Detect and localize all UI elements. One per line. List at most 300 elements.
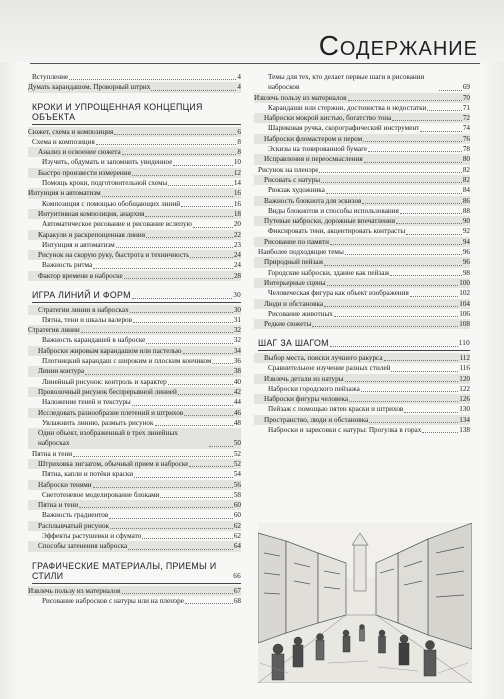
leader-dots	[134, 477, 233, 478]
toc-entry[interactable]	[28, 408, 241, 418]
page-number: 6	[237, 127, 241, 136]
leader-dots	[168, 384, 233, 385]
page-number: 82	[462, 175, 470, 184]
leader-dots	[193, 227, 233, 228]
toc-entry[interactable]	[32, 449, 241, 459]
leader-dots	[330, 346, 458, 347]
toc-entry[interactable]	[32, 72, 241, 82]
toc-entry[interactable]	[254, 175, 470, 185]
toc-entry[interactable]	[254, 196, 470, 206]
toc-entry[interactable]	[32, 397, 241, 407]
leader-dots	[391, 371, 458, 372]
entry-title: Наброски мокрой кистью, богатство тона	[264, 114, 392, 123]
toc-entry[interactable]	[258, 226, 470, 236]
toc-entry[interactable]	[32, 178, 241, 188]
entry-title: Пейзаж с помощью пятен краски и штрихов	[268, 405, 404, 414]
page-number: 94	[462, 237, 470, 246]
page-number: 134	[459, 415, 470, 424]
page-number: 72	[462, 114, 470, 123]
leader-dots	[128, 549, 233, 550]
toc-entry[interactable]	[258, 268, 470, 278]
entry-title: Плотницкий карандаш с широким и плоским кончиком	[42, 357, 212, 366]
toc-entry[interactable]	[254, 374, 470, 384]
page-number: 66	[233, 572, 241, 581]
page-number: 28	[233, 271, 241, 280]
toc-entry[interactable]	[28, 586, 241, 596]
section-title: КРОКИ И УПРОЩЕННАЯ КОНЦЕПЦИЯ ОБЪЕКТА	[32, 101, 203, 123]
page-number: 120	[459, 374, 470, 383]
leader-dots	[384, 360, 459, 361]
leader-dots	[364, 162, 462, 163]
leader-dots	[102, 196, 233, 197]
leader-dots	[319, 172, 461, 173]
leader-dots	[390, 275, 461, 276]
leader-dots	[85, 374, 233, 375]
entry-title: Стратегия линии	[28, 326, 80, 335]
leader-dots	[183, 353, 233, 354]
toc-entry[interactable]	[32, 531, 241, 541]
page-number: 112	[459, 353, 470, 362]
page-number: 88	[462, 206, 470, 215]
toc-entry[interactable]	[254, 353, 470, 363]
leader-dots	[369, 422, 458, 423]
toc-entry[interactable]	[28, 271, 241, 281]
toc-entry[interactable]	[32, 469, 241, 479]
entry-title: Пространство, люди и обстановка	[264, 415, 369, 424]
leader-dots	[145, 216, 232, 217]
leader-dots	[130, 312, 233, 313]
toc-entry[interactable]	[254, 154, 470, 164]
page-number: 52	[233, 449, 241, 458]
toc-entry[interactable]	[28, 521, 241, 531]
toc-entry[interactable]	[258, 185, 470, 195]
entry-title: Эскизы на тонированной бумаге	[268, 145, 368, 154]
leader-dots	[173, 165, 232, 166]
page-number: 116	[459, 364, 470, 373]
leader-dots	[439, 90, 462, 91]
leader-dots	[348, 100, 462, 101]
leader-dots	[345, 254, 462, 255]
toc-entry[interactable]	[32, 199, 241, 209]
toc-entry[interactable]	[32, 490, 241, 500]
page-number: 42	[233, 387, 241, 396]
leader-dots	[190, 257, 232, 258]
leader-dots	[422, 432, 458, 433]
toc-entry[interactable]	[32, 377, 241, 387]
entry-title: Пятна, капли и потёки краски	[42, 470, 134, 479]
entry-title: Люди и обстановка	[264, 299, 324, 308]
toc-entry[interactable]	[254, 278, 470, 288]
leader-dots	[124, 278, 233, 279]
toc-entry[interactable]	[32, 315, 241, 325]
toc-entry[interactable]	[258, 288, 470, 298]
section-title: ИГРА ЛИНИЙ И ФОРМ	[32, 290, 131, 301]
toc-entry[interactable]	[28, 366, 241, 376]
page-number: 10	[233, 158, 241, 167]
leader-dots	[324, 306, 458, 307]
toc-entry[interactable]	[258, 206, 470, 216]
entry-title: Извлечь пользу из материалов	[254, 93, 347, 102]
entry-title: Эффекты растушевки и сфумато	[42, 532, 142, 541]
toc-entry[interactable]	[28, 82, 241, 92]
toc-section-heading	[32, 290, 241, 303]
entry-title: Природный пейзаж	[264, 258, 324, 267]
page-number: 30	[233, 291, 241, 300]
leader-dots	[345, 381, 459, 382]
entry-title: Линии контура	[38, 367, 85, 376]
toc-right-column	[254, 72, 470, 435]
leader-dots	[116, 247, 233, 248]
page-number: 100	[459, 278, 470, 287]
toc-entry[interactable]	[254, 134, 470, 144]
page-number: 74	[462, 124, 470, 133]
toc-entry[interactable]	[254, 415, 470, 425]
toc-entry[interactable]	[258, 404, 470, 414]
entry-title: Композиция с помощью обобщающих линий	[42, 199, 181, 208]
toc-entry[interactable]	[258, 103, 470, 113]
entry-title: Думать карандашом. Проворный штрих	[28, 83, 151, 92]
leader-dots	[93, 487, 233, 488]
entry-title: Сюжет, схема и композиция	[28, 127, 114, 136]
leader-dots	[368, 151, 462, 152]
toc-entry[interactable]	[28, 230, 241, 240]
leader-dots	[184, 415, 233, 416]
page-number: 4	[237, 83, 241, 92]
entry-title: Схема и композиция	[32, 137, 95, 146]
toc-entry[interactable]	[254, 319, 470, 329]
entry-title: Светотеневое моделирование блоками	[42, 490, 160, 499]
page-number: 76	[462, 134, 470, 143]
toc-entry[interactable]	[258, 123, 470, 133]
leader-dots	[363, 141, 462, 142]
page-number: 62	[233, 532, 241, 541]
street-sketch-illustration	[258, 523, 472, 683]
leader-dots	[312, 326, 458, 327]
page-number: 86	[462, 196, 470, 205]
page-number: 62	[233, 521, 241, 530]
leader-dots	[168, 185, 232, 186]
page-number: 70	[462, 93, 470, 102]
page-number: 92	[462, 227, 470, 236]
leader-dots	[178, 394, 233, 395]
entry-title: Фиксировать тени, акцентировать контрасты	[268, 227, 406, 236]
leader-dots	[133, 322, 233, 323]
entry-title: Важность ритма	[42, 261, 93, 270]
page-number: 60	[233, 511, 241, 520]
entry-title: Выбор места, поиски лучшего ракурса	[264, 353, 383, 362]
leader-dots	[406, 234, 462, 235]
page-number: 50	[233, 439, 241, 448]
entry-title: Помощь кроки, подготовительной схемы	[42, 179, 168, 188]
toc-entry[interactable]	[28, 147, 241, 157]
page-number: 12	[233, 168, 241, 177]
page-number: 69	[462, 83, 470, 92]
leader-dots	[160, 497, 232, 498]
toc-entry[interactable]	[258, 247, 470, 257]
leader-dots	[410, 296, 458, 297]
entry-title: Наброски фломастером и пером	[264, 134, 363, 143]
leader-dots	[79, 507, 233, 508]
page-number: 90	[462, 217, 470, 226]
entry-title: Важность блокнота для эскизов	[264, 196, 362, 205]
leader-dots	[361, 391, 458, 392]
entry-title: Темы для тех, кто делает первые шаги в рисовании набросков	[268, 73, 425, 92]
leader-dots	[209, 446, 233, 447]
entry-title: Рисунок на пленэре	[258, 165, 319, 174]
leader-dots	[324, 265, 461, 266]
entry-title: Быстро произвести измерения	[38, 168, 131, 177]
page-number: 24	[233, 251, 241, 260]
leader-dots	[69, 79, 236, 80]
leader-dots	[334, 316, 458, 317]
entry-title: Извлечь пользу из материалов	[28, 586, 121, 595]
page-number: 104	[459, 299, 470, 308]
toc-entry[interactable]	[28, 541, 241, 551]
toc-entry[interactable]	[32, 219, 241, 229]
toc-entry[interactable]	[254, 93, 470, 103]
section-title: ГРАФИЧЕСКИЕ МАТЕРИАЛЫ, ПРИЕМЫ И СТИЛИ	[32, 560, 217, 582]
entry-title: Анализ и освоение сюжета	[38, 148, 121, 157]
page-number: 32	[233, 326, 241, 335]
page-number: 96	[462, 248, 470, 257]
toc-entry[interactable]	[28, 168, 241, 178]
entry-title: Изучить, обдумать и запомнить увиденное	[42, 158, 173, 167]
toc-entry[interactable]	[254, 216, 470, 226]
leader-dots	[114, 134, 236, 135]
page-number: 80	[462, 155, 470, 164]
leader-dots	[109, 518, 233, 519]
leader-dots	[362, 203, 461, 204]
toc-entry[interactable]	[258, 425, 470, 435]
page-number: 16	[233, 189, 241, 198]
entry-title: Сравнительное изучение разных стилей	[268, 364, 391, 373]
page-number: 67	[233, 586, 241, 595]
leader-dots	[392, 120, 462, 121]
toc-entry[interactable]	[28, 346, 241, 356]
entry-title: Исследовать разнообразие плетений и штрихов	[38, 408, 184, 417]
leader-dots	[189, 466, 232, 467]
entry-title: Наброски тенями	[38, 480, 92, 489]
leader-dots	[146, 343, 232, 344]
page-number: 24	[233, 261, 241, 270]
toc-entry[interactable]	[28, 188, 241, 198]
entry-title: Увлажнить линию, размыть рисунок	[42, 418, 154, 427]
toc-section-heading	[32, 102, 241, 125]
leader-dots	[326, 193, 462, 194]
leader-dots	[122, 593, 233, 594]
entry-title: Наброски фигуры человека	[264, 395, 349, 404]
page-number: 58	[233, 490, 241, 499]
entry-title: Вступление	[32, 73, 69, 81]
entry-title: Способы затенения наброска	[38, 542, 128, 551]
toc-entry[interactable]	[254, 237, 470, 247]
page-number: 30	[233, 305, 241, 314]
entry-title: Рисование животных	[268, 309, 333, 318]
page-number: 106	[459, 309, 470, 318]
entry-title: Редкие сюжеты	[264, 320, 312, 329]
page-number: 48	[233, 418, 241, 427]
leader-dots	[93, 268, 233, 269]
entry-title: Интуиция и автоматизм	[28, 189, 101, 198]
entry-title: Интерьерные сцены	[264, 278, 326, 287]
entry-title: Интуитивная композиция, анархия	[38, 209, 145, 218]
page-number: 56	[233, 480, 241, 489]
leader-dots	[132, 175, 233, 176]
page-number: 96	[462, 258, 470, 267]
page-number: 18	[233, 209, 241, 218]
entry-title: Пятна, тени и шкалы валеров	[42, 315, 133, 324]
leader-dots	[96, 144, 237, 145]
toc-entry[interactable]	[28, 480, 241, 490]
leader-dots	[330, 244, 462, 245]
leader-dots	[400, 213, 462, 214]
entry-title: Карандаши или стержни, достоинства и недостатки	[268, 103, 427, 112]
page-number: 23	[233, 240, 241, 249]
toc-entry[interactable]	[32, 157, 241, 167]
entry-title: Проволочный рисунок беспрерывной линией	[38, 387, 177, 396]
page-number: 82	[462, 165, 470, 174]
page-number: 8	[237, 137, 241, 146]
page-number: 52	[233, 460, 241, 468]
toc-left-column	[28, 72, 241, 606]
page-number: 14	[233, 179, 241, 188]
page-number: 126	[459, 395, 470, 404]
toc-entry[interactable]	[28, 127, 241, 137]
toc-entry[interactable]	[254, 257, 470, 267]
entry-title: Автоматическое рисование и рисование вслепую	[42, 220, 192, 229]
section-title: ШАГ ЗА ШАГОМ	[258, 338, 329, 349]
toc-entry[interactable]	[28, 428, 241, 449]
entry-title: Рисование набросков с натуры или на пленэре	[42, 596, 184, 605]
toc-entry[interactable]	[254, 113, 470, 123]
page-number: 4	[237, 73, 241, 81]
toc-entry[interactable]	[32, 418, 241, 428]
entry-title: Рюкзак художника	[268, 186, 325, 195]
entry-title: Рисовать с натуры	[264, 175, 321, 184]
entry-title: Наброски городского пейзажа	[268, 384, 360, 393]
leader-dots	[181, 206, 233, 207]
toc-entry[interactable]	[28, 250, 241, 260]
page-number: 44	[233, 398, 241, 407]
entry-title: Один объект, изображенный в трех линейных набросках	[38, 429, 178, 448]
entry-title: Наброски и зарисовки с натуры: Прогулка в горах	[268, 426, 422, 434]
toc-section-heading	[258, 338, 470, 351]
toc-entry[interactable]	[258, 165, 470, 175]
toc-entry[interactable]	[32, 240, 241, 250]
entry-title: Городские наброски, здание как пейзаж	[268, 268, 390, 277]
toc-entry[interactable]	[32, 510, 241, 520]
leader-dots	[349, 401, 458, 402]
entry-title: Наложение теней и текстуры	[42, 398, 131, 407]
entry-title: Извлечь детали из натуры	[264, 374, 344, 383]
page-number: 130	[459, 405, 470, 414]
toc-entry[interactable]	[258, 144, 470, 154]
leader-dots	[81, 332, 233, 333]
entry-title: Интуиция и автоматизм	[42, 240, 115, 249]
entry-title: Шариковая ручка, скорографический инструмент	[268, 124, 420, 133]
toc-entry[interactable]	[28, 459, 241, 469]
leader-dots	[427, 110, 461, 111]
page-number: 31	[233, 315, 241, 324]
toc-entry[interactable]	[32, 260, 241, 270]
leader-dots	[327, 285, 459, 286]
page-number: 110	[458, 339, 470, 348]
page-number: 122	[459, 384, 470, 393]
toc-entry[interactable]	[258, 72, 470, 93]
entry-title: Исправления и переосмысления	[264, 155, 363, 164]
leader-dots	[73, 456, 233, 457]
leader-dots	[420, 131, 461, 132]
entry-title: Линейный рисунок: контроль и характер	[42, 377, 167, 386]
page-number: 36	[233, 357, 241, 366]
leader-dots	[396, 223, 462, 224]
toc-entry[interactable]	[28, 387, 241, 397]
leader-dots	[122, 154, 237, 155]
page-number: 84	[462, 186, 470, 195]
page-number: 98	[462, 268, 470, 277]
page-number: 32	[233, 336, 241, 345]
toc-section-heading	[32, 561, 241, 584]
page-number: 8	[237, 148, 241, 157]
entry-title: Штриховка зигзагом, обычный прием в наброске	[38, 460, 189, 468]
entry-title: Рисунок на скорую руку, быстрота и техничность	[38, 251, 190, 260]
page-number: 108	[459, 320, 470, 329]
toc-entry[interactable]	[258, 363, 470, 373]
entry-title: Виды блокнотов и способы использования	[268, 206, 399, 215]
entry-title: Пятна и тени	[38, 501, 79, 510]
leader-dots	[132, 405, 233, 406]
leader-dots	[146, 237, 233, 238]
entry-title: Стратегии линии в набросках	[38, 305, 129, 314]
toc-entry[interactable]	[32, 596, 241, 606]
toc-entry[interactable]	[254, 394, 470, 404]
entry-title: Важность градиентов	[42, 511, 109, 520]
page-number: 102	[459, 289, 470, 298]
toc-entry[interactable]	[258, 309, 470, 319]
entry-title: Человеческая фигура как объект изображения	[268, 289, 409, 298]
page-number: 38	[233, 367, 241, 376]
toc-entry[interactable]	[28, 325, 241, 335]
toc-entry[interactable]	[28, 500, 241, 510]
entry-title: Каракули и раскрепощенная линия	[38, 230, 146, 239]
leader-dots	[404, 412, 458, 413]
entry-title: Рисование по памяти	[264, 237, 329, 246]
leader-dots	[151, 90, 236, 91]
page-title: Содержание	[318, 30, 478, 61]
entry-title: Путевые наброски, дорожные впечатления	[264, 217, 396, 226]
toc-entry[interactable]	[254, 299, 470, 309]
toc-entry[interactable]	[258, 384, 470, 394]
page-number: 34	[233, 346, 241, 355]
toc-entry[interactable]	[32, 335, 241, 345]
leader-dots	[132, 298, 232, 299]
page-number: 64	[233, 542, 241, 551]
entry-title: Пятна и тени	[32, 449, 73, 458]
leader-dots	[110, 528, 233, 529]
entry-title: Наброски жировым карандашом или пастелью	[38, 346, 182, 355]
toc-entry[interactable]	[32, 137, 241, 147]
entry-title: Фактор времени в наброске	[38, 271, 123, 280]
page-number: 68	[233, 596, 241, 605]
page-number: 71	[462, 103, 470, 112]
page-number: 138	[459, 426, 470, 434]
toc-entry[interactable]	[32, 356, 241, 366]
page-number: 16	[233, 199, 241, 208]
entry-title: Наиболее подходящие темы	[258, 248, 344, 257]
toc-entry[interactable]	[28, 305, 241, 315]
header-rule	[30, 63, 480, 64]
toc-entry[interactable]	[28, 209, 241, 219]
